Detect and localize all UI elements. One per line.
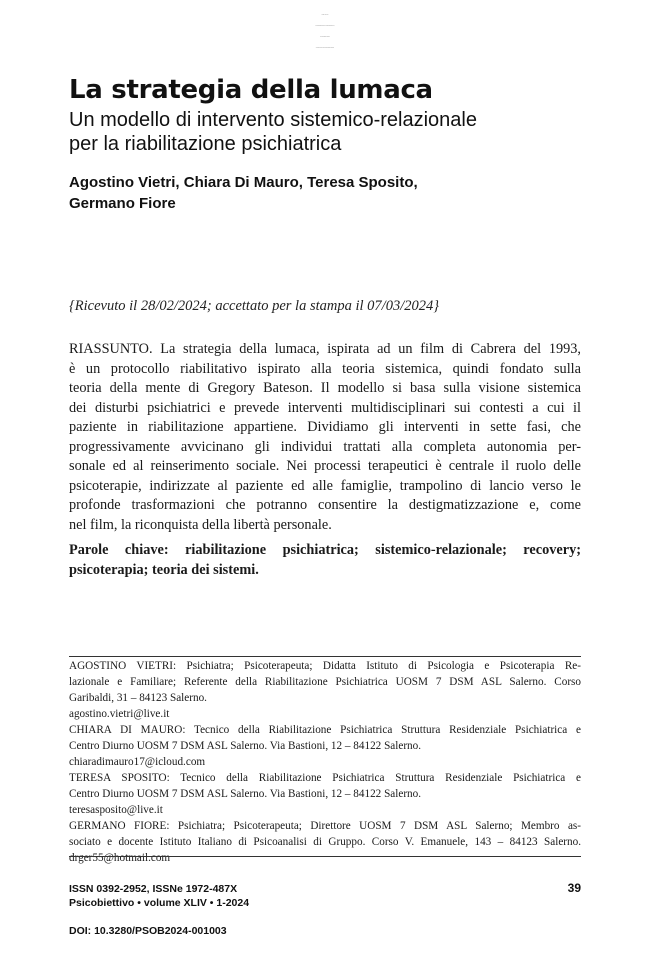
copyright-line bbox=[0, 21, 650, 32]
keywords bbox=[69, 541, 581, 580]
note-line: sociato e docente Istituto Italiano di Psicoanalisi di Gruppo. Corso V. Emanuele, 143 – 84123 Salerno. bbox=[69, 836, 581, 848]
author-email: drger55@hotmail.com bbox=[69, 852, 171, 864]
author-line: Germano Fiore bbox=[69, 195, 176, 212]
abstract bbox=[69, 340, 581, 535]
note-line: Centro Diurno UOSM 7 DSM ASL Salerno. Via Bastioni, 12 – 84122 Salerno. bbox=[69, 788, 422, 800]
note-line: AGOSTINO VIETRI: Psichiatra; Psicoterapeuta; Didatta Istituto di Psicologia e Psicoterapia Re- bbox=[69, 660, 581, 672]
note-line: Garibaldi, 31 – 84123 Salerno. bbox=[69, 692, 207, 704]
page-number: 39 bbox=[567, 881, 581, 895]
doi: DOI: 10.3280/PSOB2024-001003 bbox=[69, 925, 227, 937]
journal-issue: Psicobiettivo • volume XLIV • 1-2024 bbox=[69, 897, 250, 909]
copyright-line bbox=[0, 43, 650, 54]
note-line: CHIARA DI MAURO: Tecnico della Riabilitazione Psichiatrica Struttura Residenziale Psichiatrica e bbox=[69, 724, 581, 736]
keywords-line: psicoterapia; teoria dei sistemi. bbox=[69, 561, 259, 578]
notes-bottom-rule bbox=[69, 856, 581, 857]
subtitle-line: Un modello di intervento sistemico-relazionale bbox=[69, 109, 477, 131]
article-title: La strategia della lumaca bbox=[69, 75, 433, 105]
abstract-line: profonde trasformazioni che potranno consentire la destigmatizzazione e, come bbox=[69, 497, 581, 513]
abstract-line: paziente in riabilitazione appartiene. Dividiamo gli interventi in sette fasi, che bbox=[69, 419, 581, 435]
abstract-line: progressivamente avvicinano gli individui trattati alla completa autonomia per- bbox=[69, 438, 581, 455]
subtitle-line: per la riabilitazione psichiatrica bbox=[69, 133, 342, 155]
abstract-line: sonale ed al reinserimento sociale. Nei processi terapeutici è centrale il ruolo delle bbox=[69, 458, 581, 474]
notes-top-rule bbox=[69, 656, 581, 657]
journal-info bbox=[69, 882, 249, 910]
issn: ISSN 0392-2952, ISSNe 1972-487X bbox=[69, 883, 238, 895]
note-line: Centro Diurno UOSM 7 DSM ASL Salerno. Via Bastioni, 12 – 84122 Salerno. bbox=[69, 740, 422, 752]
copyright-line bbox=[0, 10, 650, 21]
abstract-line: teoria della mente di Gregory Bateson. Il modello si basa sulla visione sistemica bbox=[69, 380, 581, 396]
note-line: lazionale e Familiare; Referente della Riabilitazione Psichiatrica UOSM 7 DSM ASL Salerno. Corso bbox=[69, 676, 581, 688]
copyright-line bbox=[0, 32, 650, 43]
note-line: TERESA SPOSITO: Tecnico della Riabilitazione Psichiatrica Struttura Residenziale Psichiatrica e bbox=[69, 772, 581, 784]
author-email: agostino.vietri@live.it bbox=[69, 708, 170, 720]
received-dates: {Ricevuto il 28/02/2024; accettato per la stampa il 07/03/2024} bbox=[69, 298, 440, 314]
keywords-line: Parole chiave: riabilitazione psichiatrica; sistemico-relazionale; recovery; bbox=[69, 542, 581, 558]
abstract-line: RIASSUNTO. La strategia della lumaca, ispirata ad un film di Cabrera del 1993, bbox=[69, 341, 581, 357]
author-list bbox=[69, 172, 589, 214]
author-email: chiaradimauro17@icloud.com bbox=[69, 756, 206, 768]
abstract-line: dei disturbi psichiatrici e prevede interventi multidisciplinari sui contesti a cui il bbox=[69, 399, 581, 416]
author-line: Agostino Vietri, Chiara Di Mauro, Teresa Sposito, bbox=[69, 174, 418, 191]
author-email: teresasposito@live.it bbox=[69, 804, 163, 816]
note-line: GERMANO FIORE: Psichiatra; Psicoterapeuta; Direttore UOSM 7 DSM ASL Salerno; Membro as- bbox=[69, 820, 581, 832]
abstract-line: psicoterapie, indirizzate al paziente ed alle famiglie, trampolino di lancio verso le bbox=[69, 477, 581, 494]
author-notes bbox=[69, 658, 581, 866]
article-subtitle bbox=[69, 108, 629, 156]
copyright-notice bbox=[0, 10, 650, 54]
abstract-line: è un protocollo riabilitativo ispirato alla teoria sistemica, quindi fondato sulla bbox=[69, 360, 581, 377]
abstract-line: nel film, la riconquista della libertà personale. bbox=[69, 516, 332, 533]
